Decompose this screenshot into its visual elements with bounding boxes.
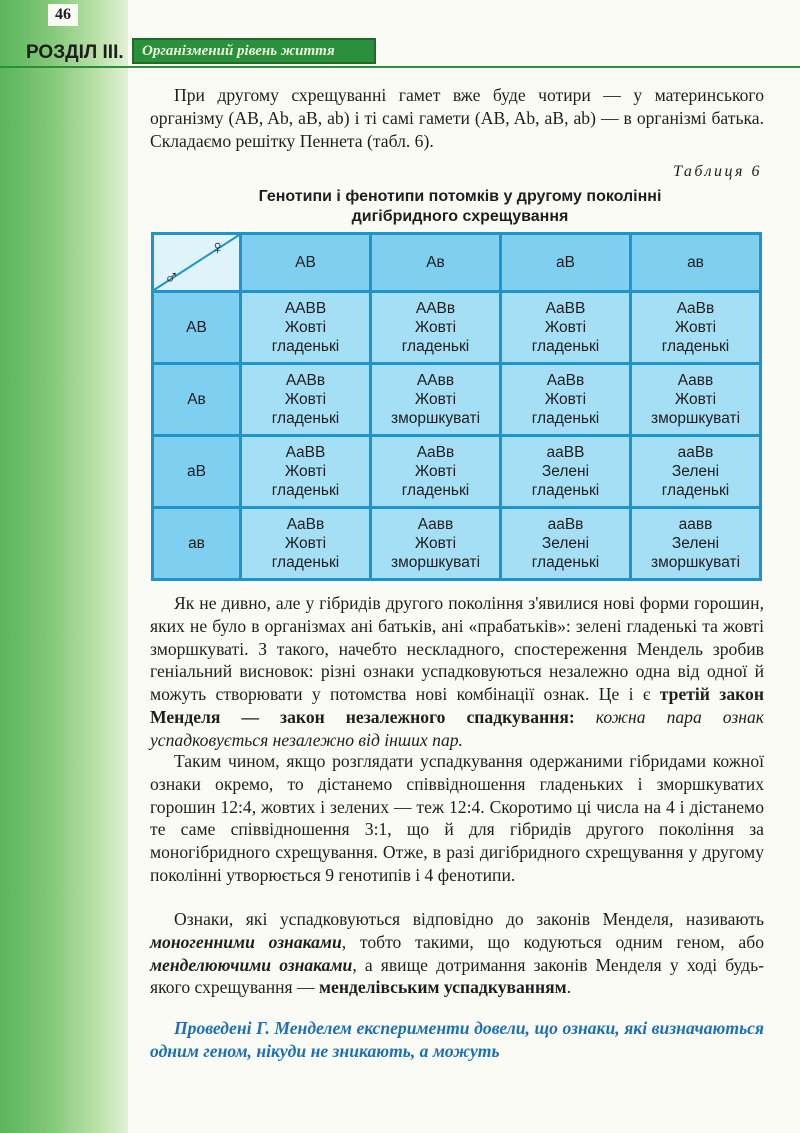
table-header-row <box>153 234 761 292</box>
green-side-margin <box>0 0 128 1133</box>
table-cell: AABв Жовті гладенькі <box>241 364 371 436</box>
table-cell: Aавв Жовті зморшкуваті <box>631 364 761 436</box>
header-rule <box>0 66 800 68</box>
column-header: AB <box>241 234 371 292</box>
row-header: Ав <box>153 364 241 436</box>
column-header: aB <box>501 234 631 292</box>
table-cell: aaBB Зелені гладенькі <box>501 436 631 508</box>
table-cell: aaBв Зелені гладенькі <box>501 508 631 580</box>
table-cell: AAвв Жовті зморшкуваті <box>371 364 501 436</box>
section-title: Організмений рівень життя <box>132 38 376 64</box>
column-header: Ав <box>371 234 501 292</box>
ratio-paragraph: Таким чином, якщо розглядати успадкування одержаними гібридами кожної ознаки окремо, то дістанемо співвідношення гладеньких і зморшкуватих горошин 12:4, жовтих і зелених — теж 12:4. Скоротимо ці числа на 4 і дістанемо те саме співвідношення 3:1, що й для гібридів другого покоління за моногібридного схрещування. Отже, в разі дигібридного схрещування у другому поколінні утворюється 9 генотипів і 4 фенотипи. <box>150 751 764 885</box>
punnett-square <box>151 232 762 581</box>
table-cell: аавв Зелені зморшкуваті <box>631 508 761 580</box>
male-symbol-icon: ♂ <box>164 267 179 289</box>
table-cell: AaBв Жовті гладенькі <box>501 364 631 436</box>
table-caption: Таблиця 6 <box>673 163 762 180</box>
intro-paragraph: При другому схрещуванні гамет вже буде чотири — у материнського організму (AB, Ab, aB, ab) і ті самі гамети (AB, Ab, aB, ab) — в організмі батька. Складаємо решітку Пеннета (табл. 6). <box>150 85 764 151</box>
row-header: AB <box>153 292 241 364</box>
table-cell: AaBв Жовті гладенькі <box>631 292 761 364</box>
table-cell: AaBB Жовті гладенькі <box>241 436 371 508</box>
table-cell: AaBB Жовті гладенькі <box>501 292 631 364</box>
monogenic-paragraph: Ознаки, які успадковуються відповідно до законів Менделя, називають моногенними ознаками, тобто такими, що кодуються одним геном, або менделюючими ознаками, а явище дотримання законів Менделя у ході будь-якого схрещування — менделівським успадкуванням. <box>150 909 765 998</box>
table-cell: AABB Жовті гладенькі <box>241 292 371 364</box>
term-mendelian-inheritance: менделівським успадкуванням <box>319 977 567 998</box>
law-statement: третій закон Менделя — закон незалежного спадкування: <box>150 684 764 727</box>
table-title: Генотипи і фенотипи потомків у другому поколінні дигібридного схрещування <box>258 188 662 225</box>
highlighted-conclusion: Проведені Г. Менделем експерименти довели, що ознаки, які визначаються одним геном, нікуди не зникають, а можуть <box>150 1018 764 1061</box>
table-corner <box>153 234 241 292</box>
table-cell: AaBв Жовті гладенькі <box>241 508 371 580</box>
table-row <box>153 436 761 508</box>
table-row <box>153 508 761 580</box>
chapter-header <box>0 38 800 66</box>
table-cell: Aавв Жовті зморшкуваті <box>371 508 501 580</box>
law-definition: кожна пара ознак успадковується незалежно від інших пар. <box>150 706 764 750</box>
term-monogenic: моногенними ознаками <box>150 931 342 952</box>
table-cell: AaBв Жовті гладенькі <box>371 436 501 508</box>
table-cell: AABв Жовті гладенькі <box>371 292 501 364</box>
row-header: aB <box>153 436 241 508</box>
section-label: РОЗДІЛ III. <box>26 42 124 63</box>
table-cell: aaBв Зелені гладенькі <box>631 436 761 508</box>
table-row <box>153 292 761 364</box>
column-header: ав <box>631 234 761 292</box>
term-mendelian-traits: менделюючими ознаками <box>150 954 353 975</box>
row-header: ав <box>153 508 241 580</box>
table-row <box>153 364 761 436</box>
female-symbol-icon: ♀ <box>210 237 225 259</box>
page-number: 46 <box>48 4 78 26</box>
third-law-paragraph: Як не дивно, але у гібридів другого покоління з'явилися нові форми горошин, яких не було в організмах ані батьків, ані «прабатьків»: зелені гладенькі та жовті зморшкуваті. З такого, начебто нескладного, спостереження Мендель зробив геніальний висновок: різні ознаки успадковуються незалежно одна від одної й можуть створювати у потомства нові комбінації ознак. Це і є третій закон Менделя — закон незалежного спадкування: кожна пара ознак успадковується незалежно від інших пар. <box>150 593 764 750</box>
